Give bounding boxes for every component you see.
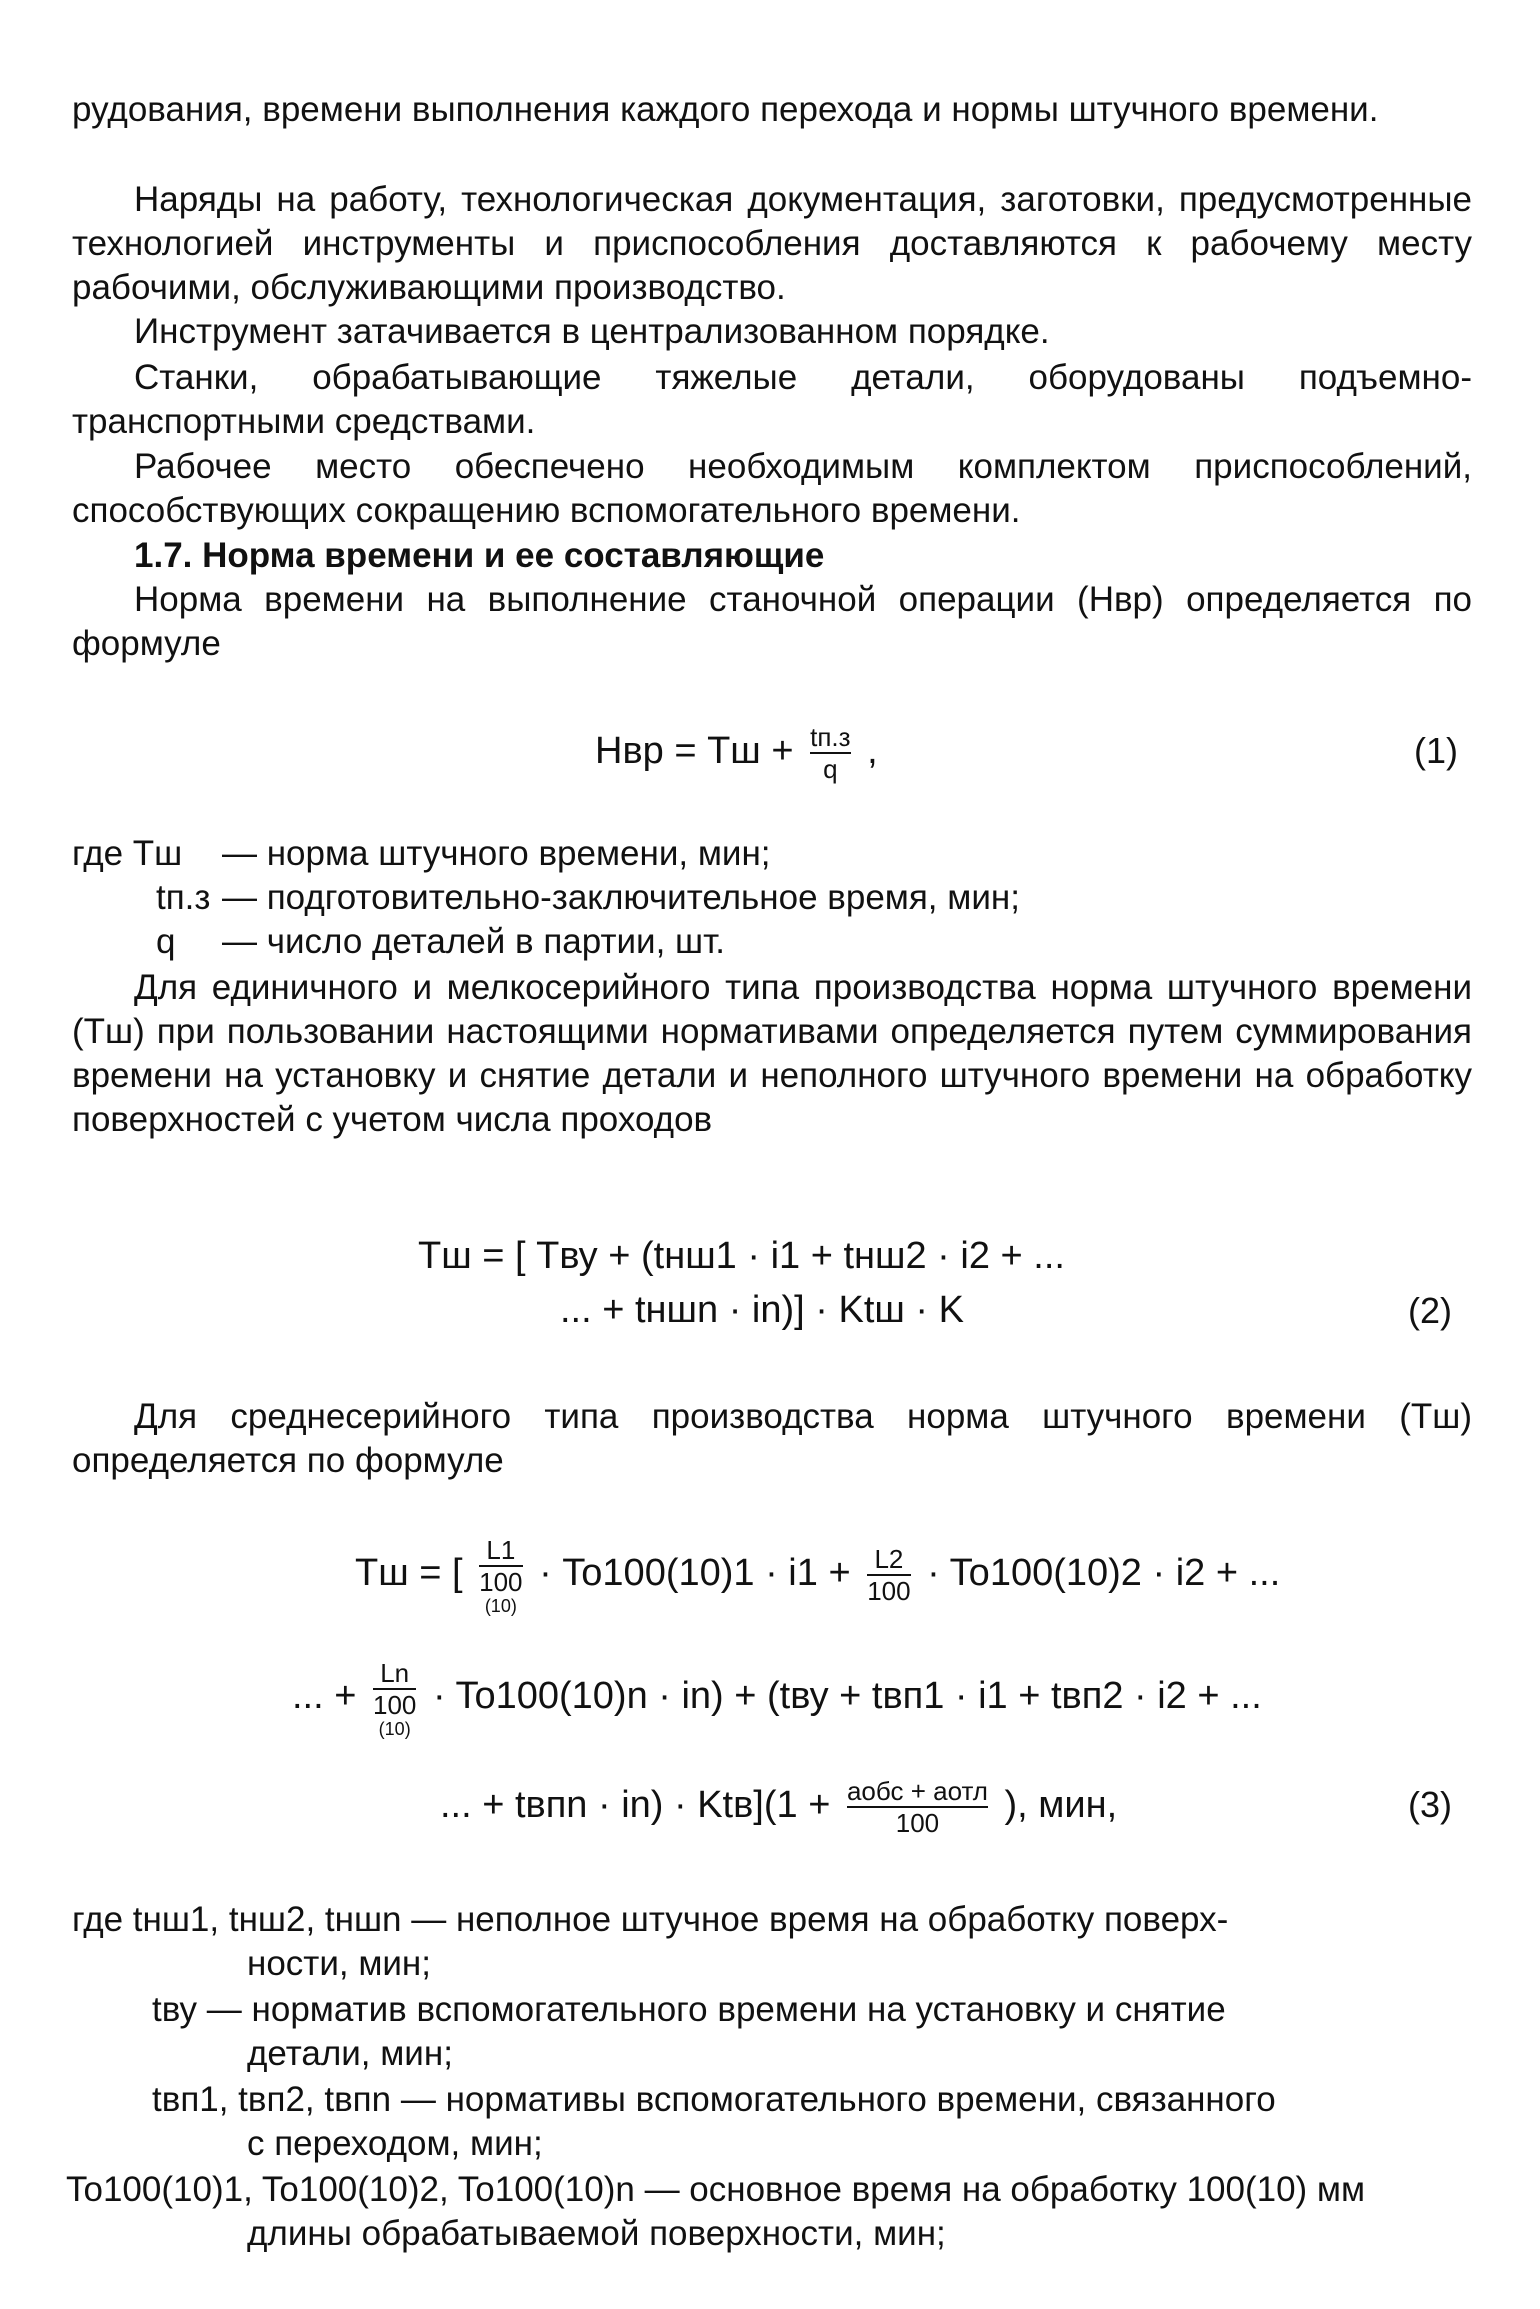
formula-3-term-3: · To100(10)n · in) + (tву + tвп1 · i1 + tвп2 · i2 + ... bbox=[432, 1675, 1262, 1718]
definition-row bbox=[72, 2078, 1472, 2166]
formula-3-term-1: · To100(10)1 · i1 + bbox=[539, 1552, 851, 1595]
definitions-1 bbox=[72, 832, 1472, 964]
formula-3-fraction-3 bbox=[373, 1658, 416, 1738]
definition-term: где tнш1, tнш2, tншn bbox=[72, 1900, 402, 1939]
fraction-numerator: L1 bbox=[486, 1535, 516, 1565]
formula-1-tail: , bbox=[867, 730, 878, 773]
definition-text-line-1: — неполное штучное время на обработку поверх- bbox=[411, 1900, 1229, 1939]
definition-text: — подготовительно-заключительное время, мин; bbox=[222, 878, 1020, 917]
formula-2-number: (2) bbox=[1408, 1290, 1452, 1331]
definition-text-line-2: ности, мин; bbox=[247, 1944, 431, 1983]
fraction-denominator: 100 bbox=[372, 1690, 417, 1720]
fraction-denominator: 100 bbox=[895, 1808, 940, 1838]
fraction-subscript: (10) bbox=[484, 1596, 517, 1616]
fraction-denominator: 100 bbox=[479, 1567, 523, 1597]
formula-1-lhs: Нвр bbox=[595, 730, 664, 773]
fraction-numerator: Ln bbox=[380, 1658, 410, 1688]
definition-text-line-1: — нормативы вспомогательного времени, связанного bbox=[400, 2080, 1276, 2119]
fraction-subscript: (10) bbox=[378, 1719, 411, 1739]
formula-1-eq: = Tш + bbox=[674, 730, 794, 773]
definition-row bbox=[72, 876, 1472, 920]
definition-text-line-2: с переходом, мин; bbox=[247, 2124, 543, 2163]
section-heading: 1.7. Норма времени и ее составляющие bbox=[134, 536, 825, 575]
paragraph-orders: Наряды на работу, технологическая документация, заготовки, предусмотренные технологией инструменты и приспособления доставляются к рабочему месту рабочими, обслуживающими производство. bbox=[72, 180, 1472, 307]
definition-term: tп.з bbox=[156, 878, 211, 917]
definition-text: — норма штучного времени, мин; bbox=[222, 834, 771, 873]
formula-1-number: (1) bbox=[1414, 730, 1458, 771]
definition-row bbox=[72, 920, 1472, 964]
fraction-numerator: aобс + aотл bbox=[846, 1776, 988, 1806]
paragraph-workplace: Рабочее место обеспечено необходимым комплектом приспособлений, способствующих сокращению вспомогательного времени. bbox=[72, 447, 1472, 530]
definition-text-line-1: — основное время на обработку 100(10) мм bbox=[644, 2170, 1366, 2209]
definition-row bbox=[72, 1898, 1472, 1986]
fraction-numerator: L2 bbox=[874, 1544, 904, 1574]
formula-3-number: (3) bbox=[1408, 1784, 1452, 1825]
formula-1-fraction bbox=[810, 722, 850, 784]
fraction-denominator: 100 bbox=[867, 1576, 911, 1606]
paragraph-machines: Станки, обрабатывающие тяжелые детали, оборудованы подъемно-транспортными средствами. bbox=[72, 358, 1472, 441]
formula-3-line-2 bbox=[292, 1658, 1262, 1738]
paragraph-medium-production: Для среднесерийного типа производства норма штучного времени (Tш) определяется по формуле bbox=[72, 1397, 1472, 1480]
formula-3-line-3 bbox=[440, 1776, 1117, 1838]
definition-term: tвп1, tвп2, tвпn bbox=[152, 2080, 392, 2119]
definition-row bbox=[72, 832, 1472, 876]
formula-2-line-2: ... + tншn · in)] · Ktш · K bbox=[560, 1289, 964, 1331]
paragraph-continuation: рудования, времени выполнения каждого перехода и нормы штучного времени. bbox=[72, 90, 1379, 129]
formula-1-numerator: tп.з bbox=[810, 722, 851, 752]
definition-text-line-2: детали, мин; bbox=[247, 2034, 453, 2073]
formula-3-lhs: Tш = [ bbox=[355, 1552, 463, 1595]
definition-term: tву bbox=[152, 1990, 198, 2029]
formula-3-line-3-end: ), мин, bbox=[1004, 1784, 1118, 1827]
definition-row bbox=[66, 2168, 1472, 2256]
formula-3-line-3-start: ... + tвпn · in) · Ktв](1 + bbox=[440, 1784, 831, 1827]
definition-term: q bbox=[156, 922, 176, 961]
formula-2-line-1: Tш = [ Tву + (tнш1 · i1 + tнш2 · i2 + ... bbox=[418, 1235, 1065, 1277]
definition-term: где Tш bbox=[72, 834, 183, 873]
definitions-2 bbox=[66, 1898, 1472, 2256]
definition-full-text bbox=[0, 0, 1, 1]
definition-text-line-2: длины обрабатываемой поверхности, мин; bbox=[247, 2214, 946, 2253]
paragraph-single-production: Для единичного и мелкосерийного типа производства норма штучного времени (Tш) при пользовании настоящими нормативами определяется путем суммирования времени на установку и снятие детали и неполного штучного времени на обработку поверхностей с учетом числа проходов bbox=[72, 968, 1472, 1139]
definition-text: — число деталей в партии, шт. bbox=[222, 922, 725, 961]
formula-3-fraction-4 bbox=[847, 1776, 988, 1838]
paragraph-norm-definition: Норма времени на выполнение станочной операции (Нвр) определяется по формуле bbox=[72, 580, 1472, 663]
definition-row bbox=[72, 1988, 1472, 2076]
formula-1 bbox=[595, 722, 878, 784]
formula-3-line-2-start: ... + bbox=[292, 1675, 357, 1718]
formula-3-term-2: · To100(10)2 · i2 + ... bbox=[927, 1552, 1281, 1595]
formula-3-line-1 bbox=[355, 1535, 1280, 1615]
paragraph-tool-sharpening: Инструмент затачивается в централизованном порядке. bbox=[134, 312, 1050, 351]
formula-3-fraction-2 bbox=[867, 1544, 910, 1606]
definition-text-line-1: — норматив вспомогательного времени на установку и снятие bbox=[206, 1990, 1226, 2029]
formula-1-denominator: q bbox=[823, 754, 838, 784]
formula-3-fraction-1 bbox=[479, 1535, 522, 1615]
definition-term: To100(10)1, To100(10)2, To100(10)n bbox=[66, 2170, 635, 2209]
